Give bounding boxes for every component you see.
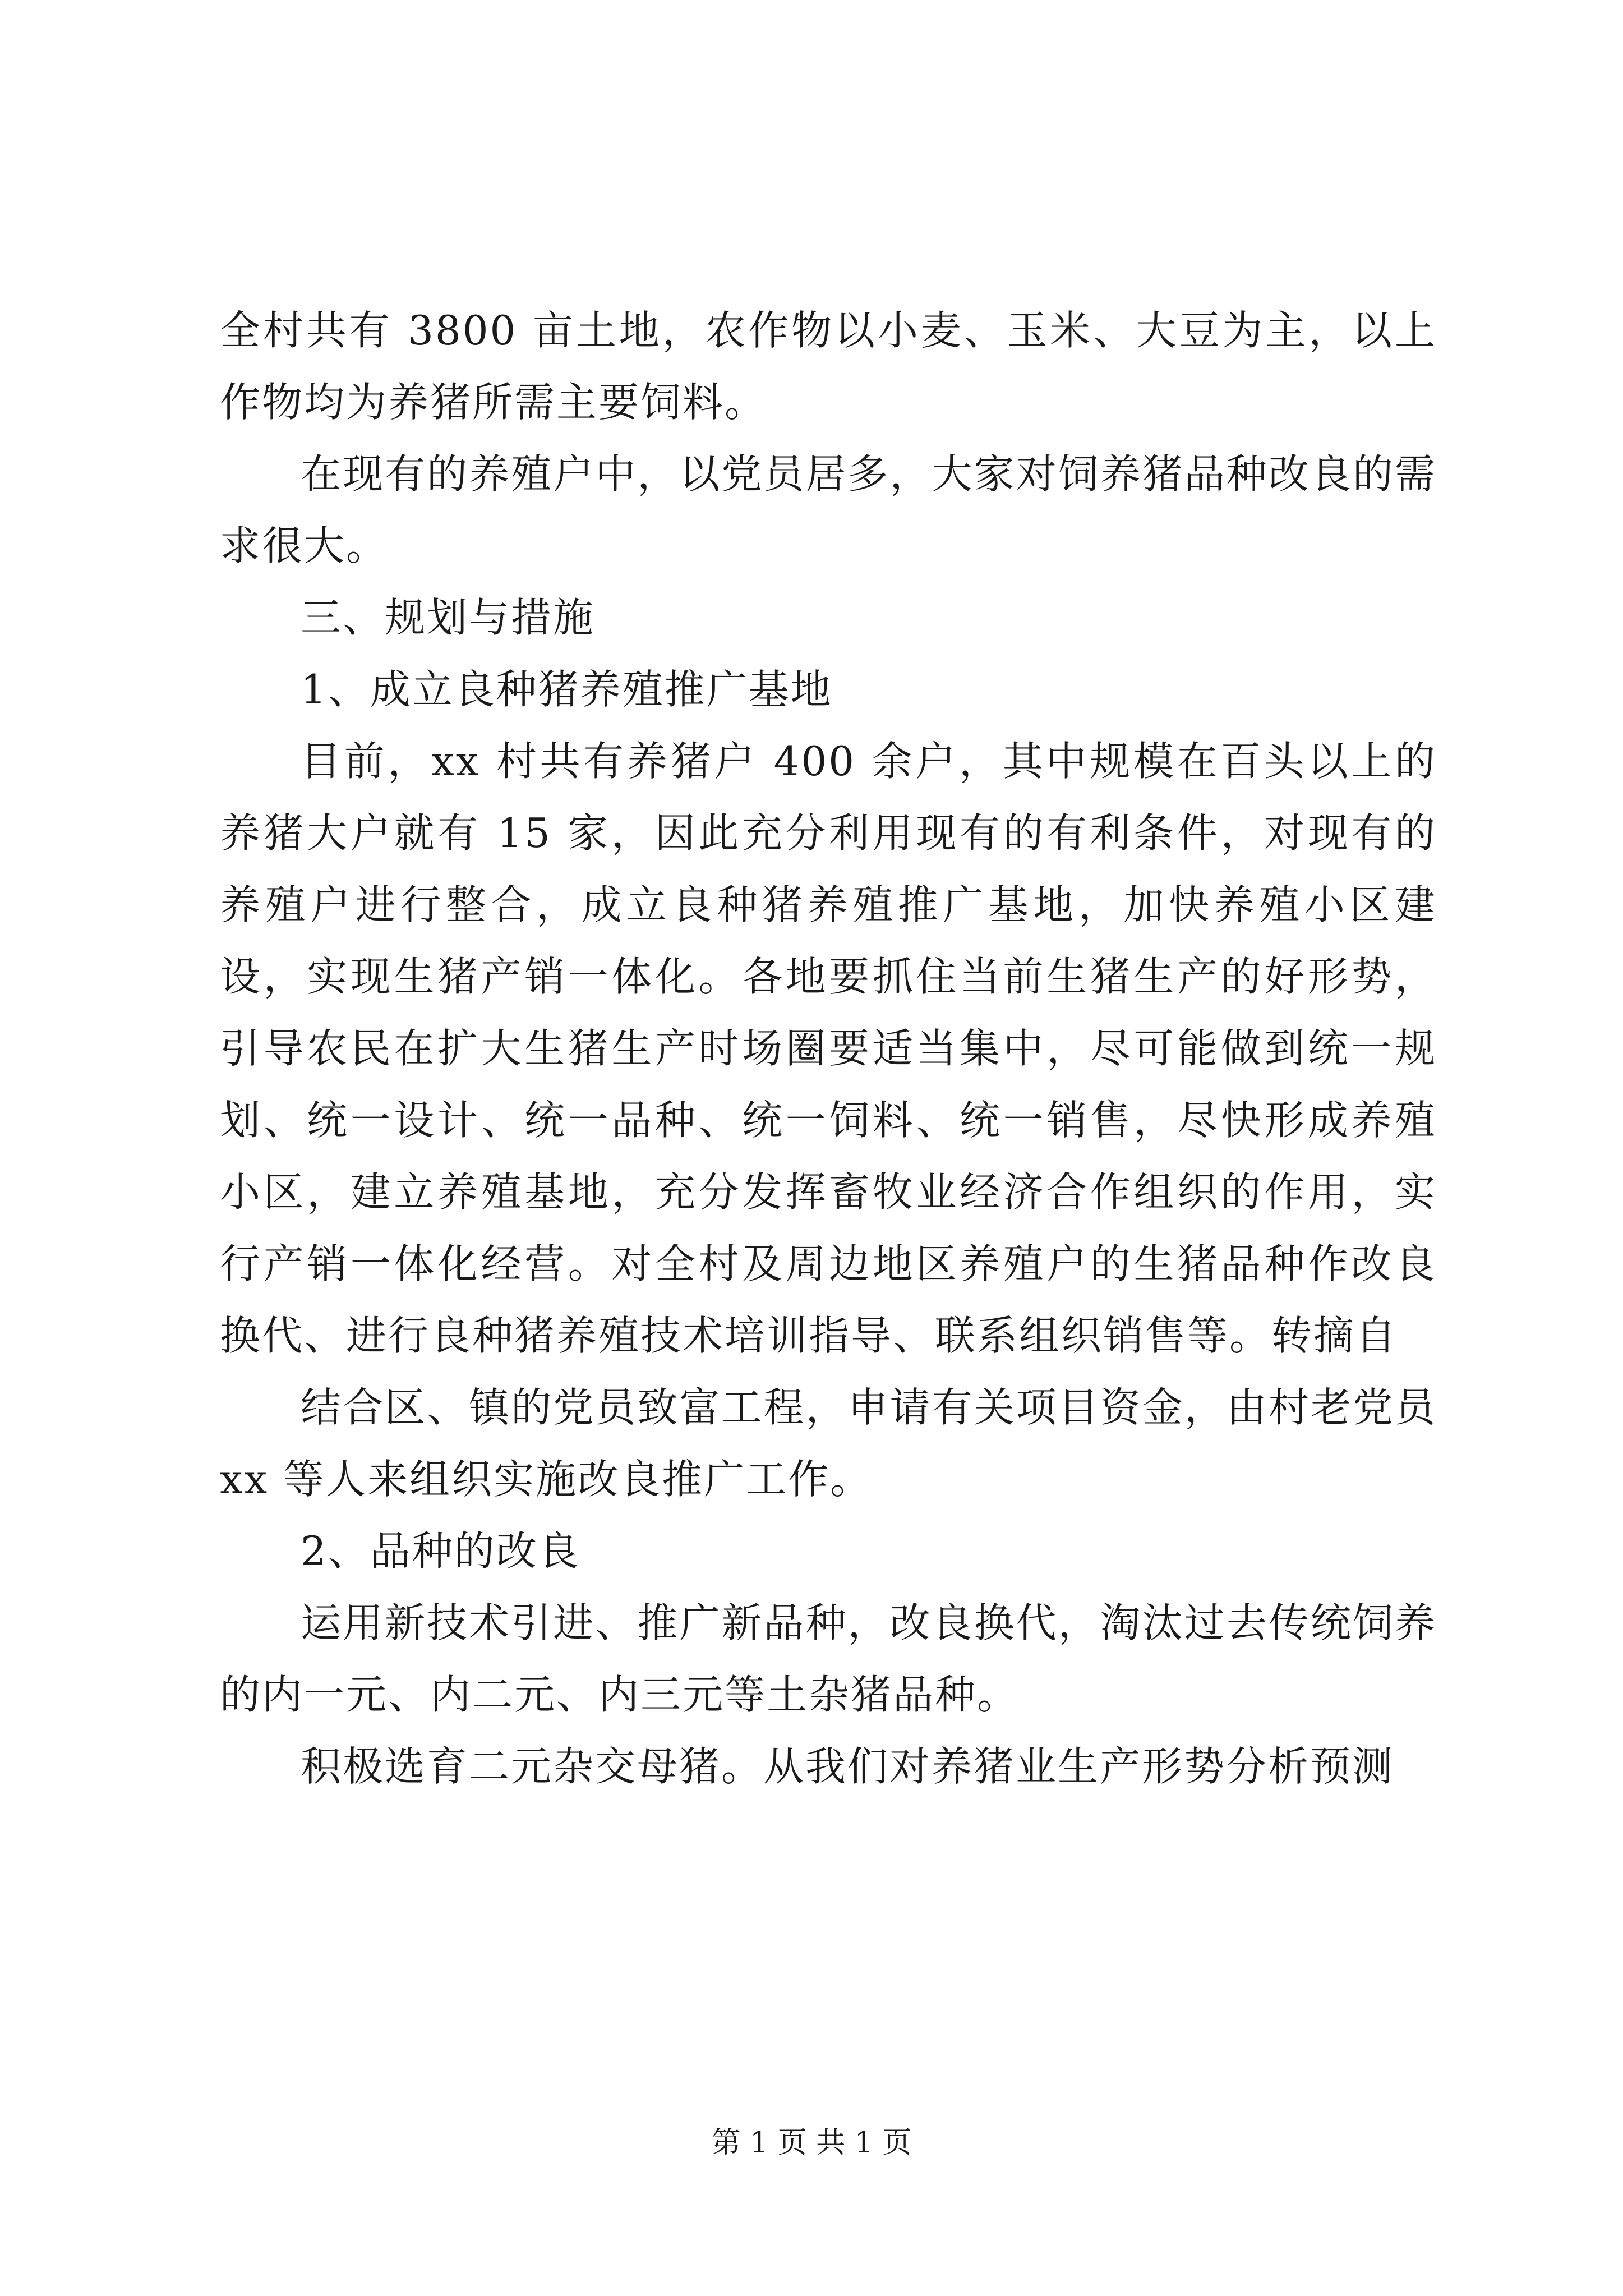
paragraph: 结合区、镇的党员致富工程，申请有关项目资金，由村老党员 xx 等人来组织实施改良推广工作。 [220,1384,1437,1503]
paragraph: 积极选育二元杂交母猪。从我们对养猪业生产形势分析预测 [301,1743,1395,1790]
paragraph: 在现有的养殖户中，以党员居多，大家对饲养猪品种改良的需求很大。 [220,450,1437,569]
page-number-footer: 第 1 页 共 1 页 [711,2126,912,2160]
section-heading: 三、规划与措施 [301,594,596,641]
subsection-heading: 2、品种的改良 [301,1527,580,1575]
subsection-heading: 1、成立良种猪养殖推广基地 [301,666,833,713]
paragraph: 全村共有 3800 亩土地，农作物以小麦、玉米、大豆为主，以上作物均为养猪所需主要饲料。 [220,307,1437,426]
document-body [220,295,1437,1802]
paragraph: 运用新技术引进、推广新品种，改良换代，淘汰过去传统饲养的内一元、内二元、内三元等土杂猪品种。 [220,1599,1437,1718]
paragraph: 目前，xx 村共有养猪户 400 余户，其中规模在百头以上的养猪大户就有 15 家，因此充分利用现有的有利条件，对现有的养殖户进行整合，成立良种猪养殖推广基地，加快养殖小区建设，实现生猪产销一体化。各地要抓住当前生猪生产的好形势，引导农民在扩大生猪生产时场圈要适当集中，尽可能做到统一规划、统一设计、统一品种、统一饲料、统一销售，尽快形成养殖小区，建立养殖基地，充分发挥畜牧业经济合作组织的作用，实行产销一体化经营。对全村及周边地区养殖户的生猪品种作改良换代、进行良种猪养殖技术培训指导、联系组织销售等。转摘自 [220,738,1437,1359]
